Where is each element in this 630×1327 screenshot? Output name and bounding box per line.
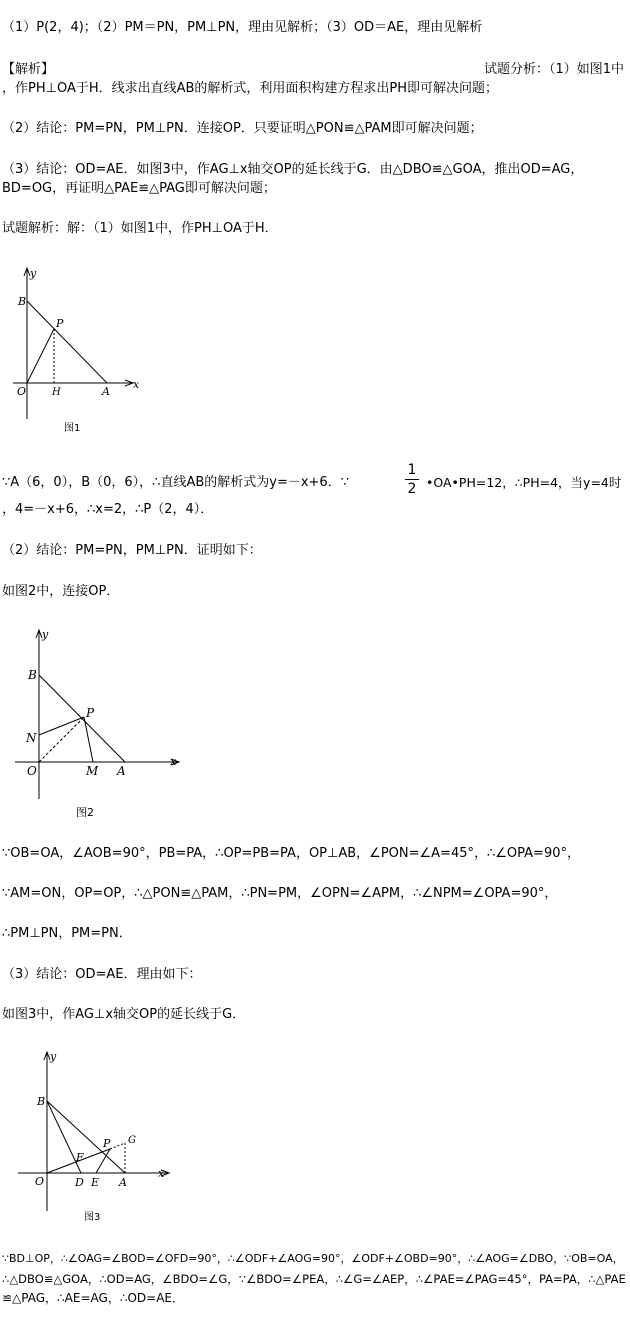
analysis-line-2: （2）结论：PM=PN，PM⊥PN．连接OP．只要证明△PON≌△PAM即可解决问题； <box>2 121 483 136</box>
analysis-line-1: ，作PH⊥OA于H．线求出直线AB的解析式，利用面积构建方程求出PH即可解决问题； <box>2 81 499 96</box>
label-p: P <box>56 317 64 330</box>
solution-line-1a: ∵A（6，0），B（0，6），∴直线AB的解析式为y=－x+6．∵ <box>2 475 349 490</box>
label-a: A <box>117 764 126 778</box>
label-x: x <box>158 1167 165 1180</box>
analysis-intro: 试题分析：（1）如图1中 <box>483 62 624 77</box>
segment-pg <box>110 1143 125 1149</box>
segment-pm <box>84 717 93 762</box>
label-o: O <box>35 1175 45 1188</box>
label-p: P <box>103 1137 111 1150</box>
figure-caption: 图3 <box>84 1212 101 1223</box>
label-b: B <box>28 668 37 682</box>
figure-3 <box>8 1046 178 1232</box>
fraction-denominator: 2 <box>407 481 417 497</box>
figure-caption: 图1 <box>64 423 81 434</box>
segment-op <box>27 329 54 383</box>
label-x: x <box>133 378 140 391</box>
analysis-line-4: BD=OG，再证明△PAE≌△PAG即可解决问题； <box>2 181 276 196</box>
solution-part2-claim: （2）结论：PM=PN，PM⊥PN．证明如下： <box>2 543 262 558</box>
solution-part1-intro: 试题解析：解：（1）如图1中，作PH⊥OA于H． <box>2 221 278 236</box>
label-p: P <box>86 706 95 720</box>
segment-ab <box>47 1101 125 1173</box>
solution-part3-line-2: ∴△DBO≌△GOA，∴OD=AG，∠BDO=∠G，∵∠BDO=∠PEA，∴∠G=∠AEP，∴∠PAE=∠PAG=45°，PA=PA，∴△PAE <box>2 1272 626 1286</box>
label-o: O <box>17 385 27 398</box>
label-n: N <box>26 731 37 745</box>
segment-ab <box>27 301 107 383</box>
solution-part3-line-1: ∵BD⊥OP，∴∠OAG=∠BOD=∠OFD=90°，∴∠ODF+∠AOG=90°，∠ODF+∠OBD=90°，∴∠AOG=∠DBO，∵OB=OA， <box>2 1252 624 1265</box>
segment-pn <box>39 717 84 735</box>
fraction-half <box>405 462 419 497</box>
label-d: D <box>75 1176 84 1189</box>
solution-part3-intro: 如图3中，作AG⊥x轴交OP的延长线于G． <box>2 1007 246 1022</box>
label-b: B <box>18 295 27 308</box>
label-h: H <box>52 387 61 398</box>
answer-line: （1）P(2，4)；（2）PM＝PN，PM⊥PN，理由见解析；（3）OD＝AE，理由见解析 <box>2 20 483 35</box>
label-y: y <box>50 1050 57 1063</box>
solution-line-1b: •OA•PH=12，∴PH=4，当y=4时 <box>426 475 622 490</box>
figure-2 <box>8 624 188 824</box>
label-a: A <box>119 1176 127 1189</box>
solution-part3-claim: （3）结论：OD=AE．理由如下： <box>2 967 202 982</box>
analysis-line-3: （3）结论：OD=AE．如图3中，作AG⊥x轴交OP的延长线于G．由△DBO≌△GOA，推出OD=AG， <box>2 162 584 177</box>
label-b: B <box>37 1095 46 1108</box>
solution-part2-line-1: ∵OB=OA，∠AOB=90°，PB=PA，∴OP=PB=PA，OP⊥AB，∠PON=∠A=45°，∴∠OPA=90°， <box>2 846 580 861</box>
analysis-heading: 【解析】 <box>2 62 55 77</box>
label-f: F <box>76 1151 84 1164</box>
label-o: O <box>27 764 37 778</box>
figure-caption: 图2 <box>76 806 94 819</box>
solution-line-2: ，4=－x+6，∴x=2，∴P（2，4）． <box>2 502 214 517</box>
label-y: y <box>42 628 49 641</box>
fraction-numerator: 1 <box>407 462 417 478</box>
label-y: y <box>30 267 37 280</box>
label-a: A <box>102 385 110 398</box>
label-e: E <box>91 1176 100 1189</box>
figure-1 <box>8 264 138 440</box>
fraction-bar <box>405 479 419 480</box>
label-g: G <box>128 1135 136 1146</box>
label-m: M <box>86 764 99 778</box>
solution-part2-line-3: ∴PM⊥PN，PM=PN． <box>2 926 132 941</box>
solution-part3-line-3: ≌△PAG，∴AE=AG，∴OD=AE． <box>2 1291 184 1305</box>
segment-op <box>39 717 84 762</box>
solution-part2-line-2: ∵AM=ON，OP=OP，∴△PON≌△PAM，∴PN=PM，∠OPN=∠APM，∴∠NPM=∠OPA=90°， <box>2 886 558 901</box>
label-x: x <box>170 755 177 768</box>
solution-part2-intro: 如图2中，连接OP． <box>2 584 120 599</box>
